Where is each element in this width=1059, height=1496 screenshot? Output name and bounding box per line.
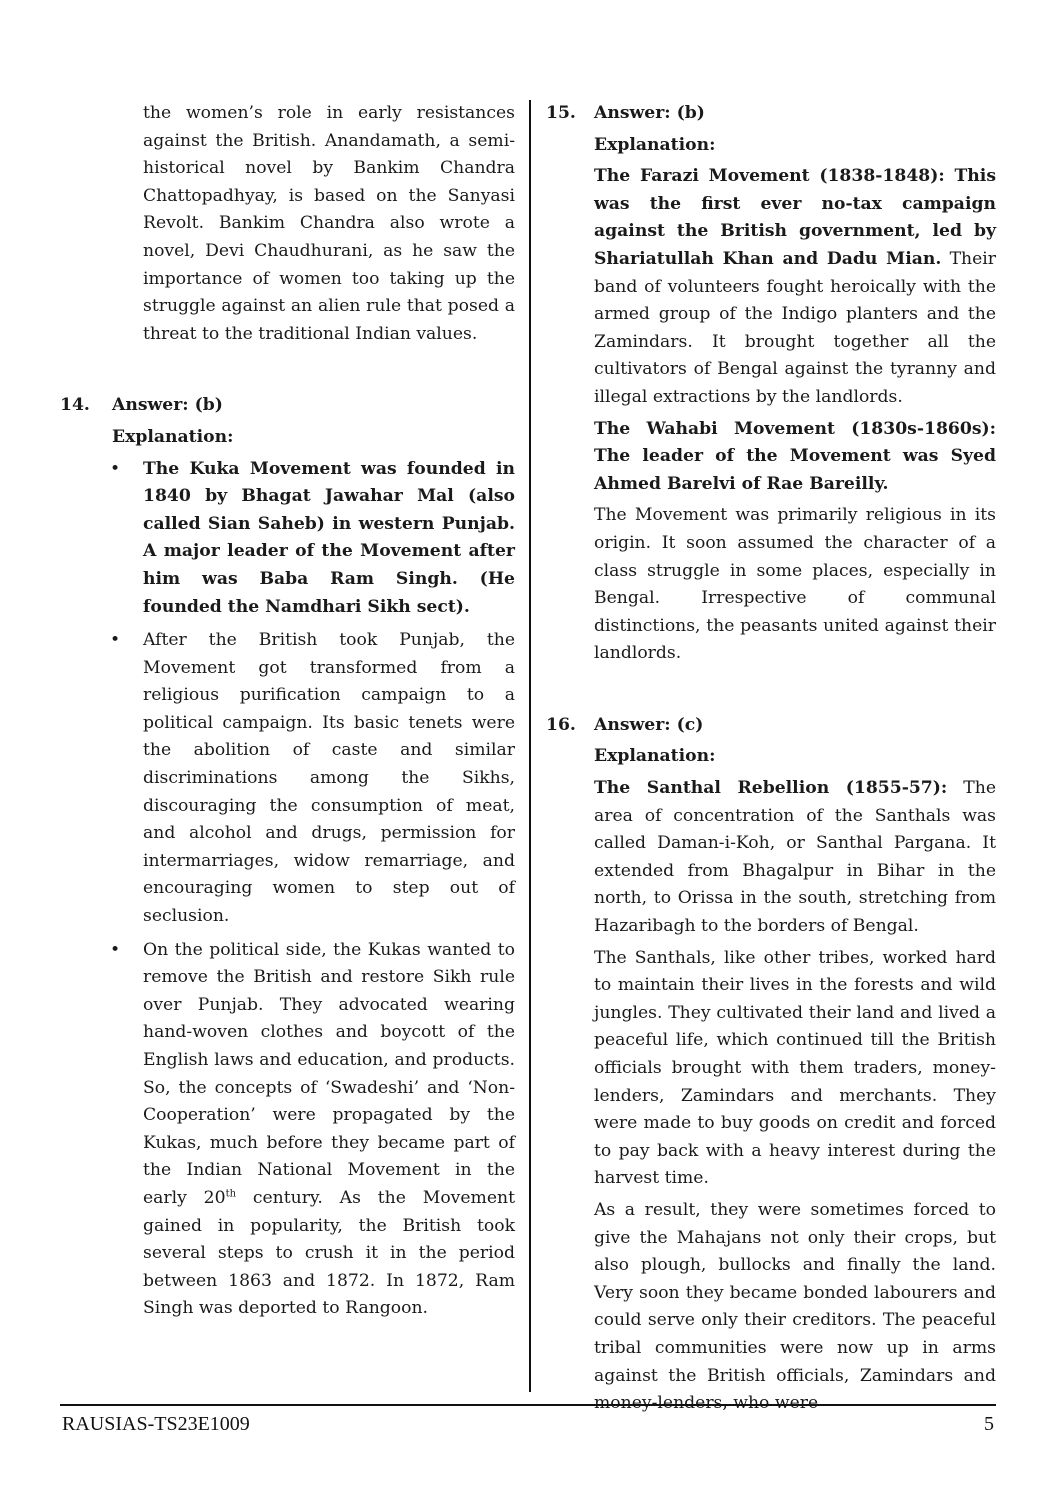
- q14-bullet-list: [60, 456, 515, 1323]
- intro-paragraph: the women’s role in early resistances against the British. Anandamath, a semi-historical novel by Bankim Chandra Chattopadhyay, is based on the Sanyasi Revolt. Bankim Chandra also wrote a novel, Devi Chaudhurani, as he saw the importance of women too taking up the struggle against an alien rule that posed a threat to the traditional Indian values.: [143, 103, 515, 344]
- explanation-label: Explanation:: [594, 134, 716, 155]
- question-14-header: [60, 392, 515, 420]
- list-item: [60, 627, 515, 931]
- question-16-header: [546, 712, 996, 740]
- question-number: 16.: [546, 714, 576, 735]
- question-number: 15.: [546, 103, 576, 123]
- farazi-text: Their band of volunteers fought heroically with the armed group of the Indigo planters and the Zamindars. It brought together all the cultivators of Bengal against the tyranny and illegal extractions by the landlords.: [594, 248, 996, 407]
- question-15-header: [546, 100, 996, 128]
- question-number: 14.: [60, 395, 90, 416]
- list-item: [60, 937, 515, 1323]
- bullet-icon: •: [110, 939, 121, 960]
- bullet-icon: •: [110, 458, 121, 479]
- santhal-paragraph-2: The Santhals, like other tribes, worked hard to maintain their lives in the forests and wild jungles. They cultivated their land and lived a peaceful life, which continued till the British officials brought with them traders, money-lenders, Zamindars and merchants. They were made to buy goods on credit and forced to pay back with a heavy interest during the harvest time.: [594, 947, 996, 1189]
- santhal-paragraph: [546, 775, 996, 941]
- page-number: 5: [984, 1413, 994, 1435]
- footer-rule: [60, 1404, 996, 1406]
- superscript: th: [225, 1188, 237, 1200]
- explanation-label: Explanation:: [594, 746, 716, 767]
- wahabi-paragraph: The Movement was primarily religious in its origin. It soon assumed the character of a class struggle in some places, especially in Bengal. Irrespective of communal distinctions, the peasants united against their landlords.: [594, 505, 996, 664]
- wahabi-heading: The Wahabi Movement (1830s-1860s): The leader of the Movement was Syed Ahmed Barelvi of Rae Bareilly.: [594, 418, 996, 494]
- explanation-label: Explanation:: [112, 426, 234, 447]
- bullet-text: After the British took Punjab, the Movement got transformed from a religious purification campaign to a political campaign. Its basic tenets were the abolition of caste and similar discriminations among the Sikhs, discouraging the consumption of meat, and alcohol and drugs, permission for intermarriages, widow remarriage, and encouraging women to step out of seclusion.: [143, 630, 515, 927]
- answer-label: Answer: (c): [594, 714, 704, 735]
- answer-label: Answer: (b): [594, 103, 705, 123]
- bullet-icon: •: [110, 630, 121, 651]
- left-column: [60, 100, 515, 1329]
- bullet-text: The Kuka Movement was founded in 1840 by Bhagat Jawahar Mal (also called Sian Saheb) in western Punjab. A major leader of the Movement after him was Baba Ram Singh. (He founded the Namdhari Sikh sect).: [143, 458, 515, 617]
- right-column: [546, 100, 996, 1418]
- farazi-paragraph: [546, 163, 996, 411]
- answer-label: Answer: (b): [112, 395, 223, 416]
- santhal-text: The area of concentration of the Santhals was called Daman-i-Koh, or Santhal Pargana. It extended from Bhagalpur in Bihar in the north, to Orissa in the south, stretching from Hazaribagh to the borders of Bengal.: [594, 778, 996, 937]
- list-item: [60, 456, 515, 622]
- santhal-heading: The Santhal Rebellion (1855-57):: [594, 778, 948, 799]
- farazi-heading: The Farazi Movement (1838-1848): This was the first ever no-tax campaign against the British government, led by Shariatullah Khan and Dadu Mian.: [594, 166, 996, 269]
- bullet-text-start: On the political side, the Kukas wanted to remove the British and restore Sikh rule over Punjab. They advocated wearing hand-woven clothes and boycott of the English laws and education, and products. So, the concepts of ‘Swadeshi’ and ‘Non-Cooperation’ were propagated by the Kukas, much before they became part of the Indian National Movement in the early 20: [143, 939, 515, 1208]
- document-code: RAUSIAS-TS23E1009: [62, 1413, 250, 1435]
- bullet-text-end: century. As the Movement gained in popularity, the British took several steps to crush it in the period between 1863 and 1872. In 1872, Ram Singh was deported to Rangoon.: [143, 1187, 515, 1319]
- column-divider: [529, 100, 531, 1392]
- santhal-paragraph-3: As a result, they were sometimes forced to give the Mahajans not only their crops, but also plough, bullocks and finally the land. Very soon they became bonded labourers and could serve only their creditors. The peaceful tribal communities were now up in arms against the British officials, Zamindars and: [594, 1199, 996, 1386]
